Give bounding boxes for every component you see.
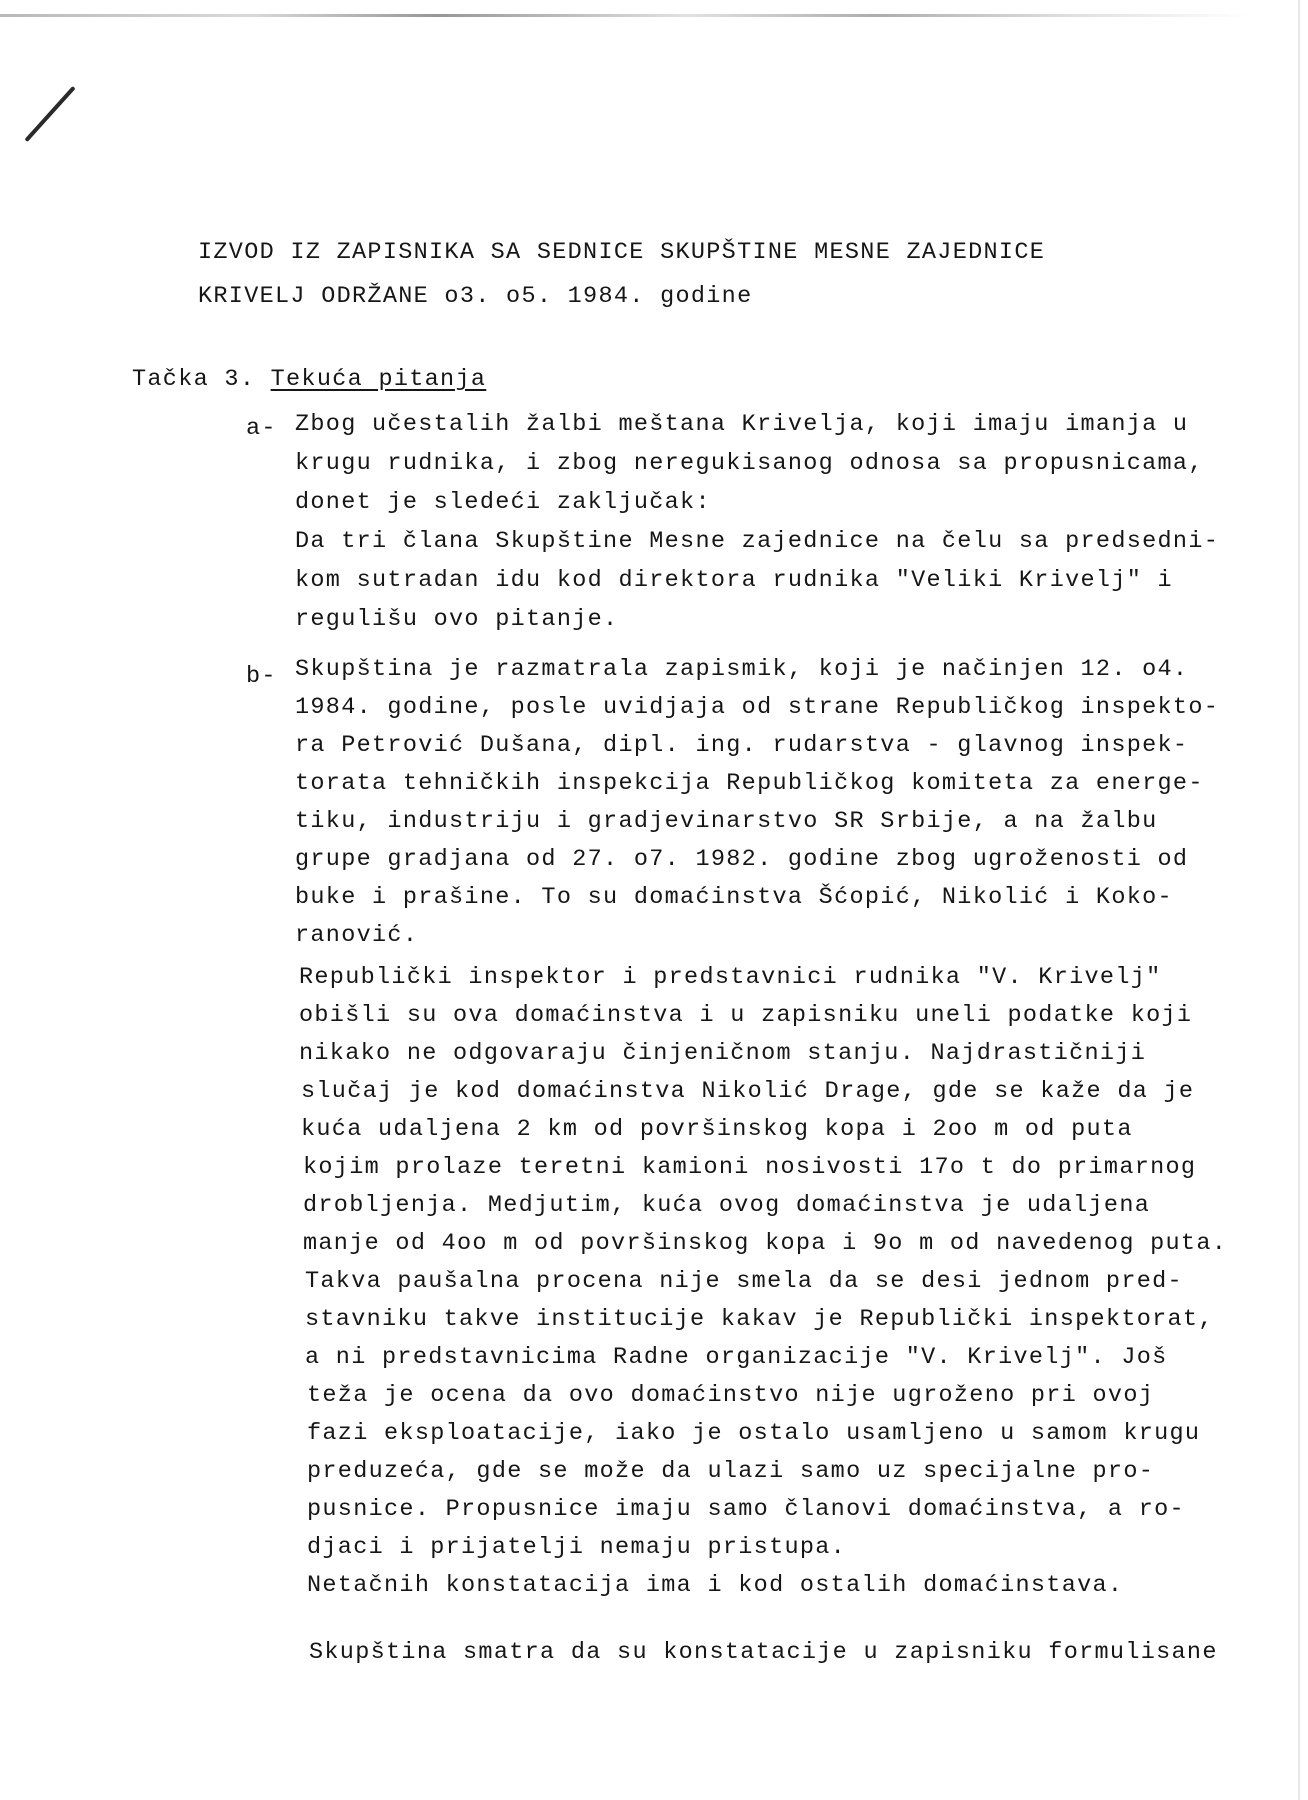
- point-b-line-2: 1984. godine, posle uvidjaja od strane Republičkog inspekto-: [295, 694, 1220, 721]
- document-title-line-2: KRIVELJ ODRŽANE o3. o5. 1984. godine: [198, 283, 753, 310]
- point-a-line-5: kom sutradan idu kod direktora rudnika "Veliki Krivelj" i: [295, 567, 1173, 594]
- point-b-line-13: kuća udaljena 2 km od površinskog kopa i 2oo m od puta: [301, 1116, 1133, 1143]
- point-a-line-3: donet je sledeći zaključak:: [295, 489, 711, 516]
- point-b-line-6: grupe gradjana od 27. o7. 1982. godine zbog ugroženosti od: [295, 846, 1189, 873]
- point-b-line-4: torata tehničkih inspekcija Republičkog komiteta za energe-: [295, 770, 1204, 797]
- scan-top-edge: [0, 14, 1250, 17]
- pen-stroke-mark: [24, 86, 75, 142]
- point-b-line-17: Takva paušalna procena nije smela da se desi jednom pred-: [305, 1268, 1183, 1295]
- point-b-line-10: obišli su ova domaćinstva i u zapisniku uneli podatke koji: [299, 1002, 1193, 1029]
- item-heading-title: Tekuća pitanja: [270, 366, 487, 393]
- item-heading: [132, 365, 486, 395]
- point-a-line-6: regulišu ovo pitanje.: [295, 606, 619, 633]
- point-b-line-19: a ni predstavnicima Radne organizacije "V. Krivelj". Još: [305, 1344, 1168, 1371]
- point-b-line-20: teža je ocena da ovo domaćinstvo nije ugroženo pri ovoj: [307, 1382, 1155, 1409]
- point-a-line-1: Zbog učestalih žalbi meštana Krivelja, koji imaju imanja u: [295, 411, 1189, 438]
- point-b-line-22: preduzeća, gde se može da ulazi samo uz specijalne pro-: [307, 1458, 1155, 1485]
- point-b-line-24: djaci i prijatelji nemaju pristupa.: [307, 1534, 847, 1561]
- point-b-line-25: Netačnih konstatacija ima i kod ostalih domaćinstava.: [307, 1572, 1124, 1599]
- point-b-line-1: Skupština je razmatrala zapismik, koji je načinjen 12. o4.: [295, 656, 1189, 683]
- point-b-line-5: tiku, industriju i gradjevinarstvo SR Srbije, a na žalbu: [295, 808, 1158, 835]
- point-b-line-12: slučaj je kod domaćinstva Nikolić Drage, gde se kaže da je: [301, 1078, 1195, 1105]
- point-b-line-3: ra Petrović Dušana, dipl. ing. rudarstva - glavnog inspek-: [295, 732, 1189, 759]
- point-b-line-21: fazi eksploatacije, iako je ostalo usamljeno u samom krugu: [307, 1420, 1201, 1447]
- point-a-marker: a-: [246, 415, 277, 442]
- point-b-line-14: kojim prolaze teretni kamioni nosivosti 17o t do primarnog: [303, 1154, 1197, 1181]
- point-a-line-4: Da tri člana Skupštine Mesne zajednice na čelu sa predsedni-: [295, 528, 1220, 555]
- point-b-line-9: Republički inspektor i predstavnici rudnika "V. Krivelj": [299, 964, 1162, 991]
- point-b-closing-line: Skupština smatra da su konstatacije u zapisniku formulisane: [309, 1639, 1218, 1666]
- point-b-line-7: buke i prašine. To su domaćinstva Šćopić, Nikolić i Koko-: [295, 884, 1173, 911]
- point-b-line-16: manje od 4oo m od površinskog kopa i 9o m od navedenog puta.: [303, 1230, 1228, 1257]
- point-a-line-2: krugu rudnika, i zbog neregukisanog odnosa sa propusnicama,: [295, 450, 1204, 477]
- scan-right-edge: [1298, 0, 1300, 1800]
- point-b-line-8: ranović.: [295, 922, 419, 949]
- point-b-line-15: drobljenja. Medjutim, kuća ovog domaćinstva je udaljena: [303, 1192, 1151, 1219]
- point-b-line-23: pusnice. Propusnice imaju samo članovi domaćinstva, a ro-: [307, 1496, 1185, 1523]
- document-title-line-1: IZVOD IZ ZAPISNIKA SA SEDNICE SKUPŠTINE MESNE ZAJEDNICE: [198, 239, 1046, 266]
- point-b-line-11: nikako ne odgovaraju činjeničnom stanju. Najdrastičniji: [299, 1040, 1147, 1067]
- point-b-line-18: stavniku takve institucije kakav je Republički inspektorat,: [305, 1306, 1214, 1333]
- point-b-marker: b-: [246, 663, 277, 690]
- item-prefix: Tačka 3.: [132, 366, 271, 393]
